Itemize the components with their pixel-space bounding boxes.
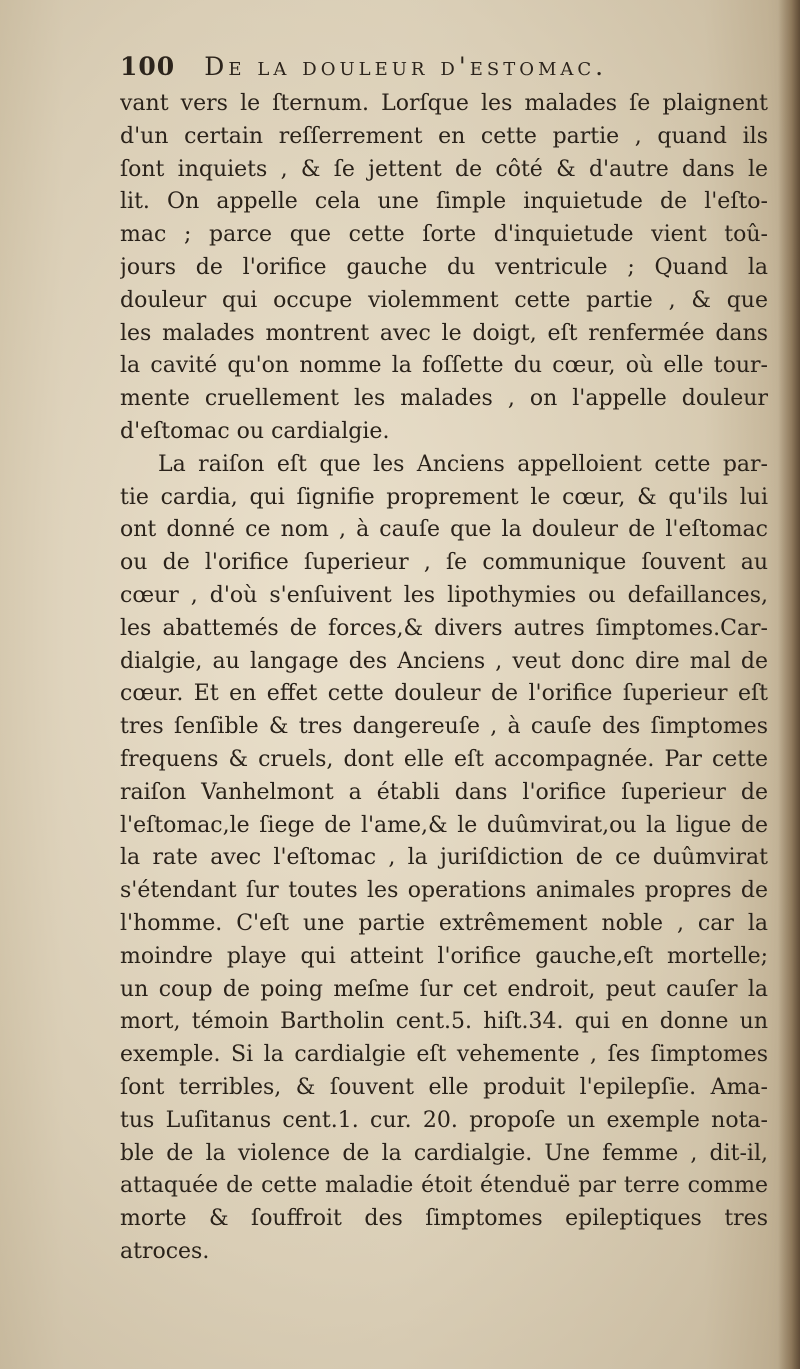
text-line: vant vers le ſternum. Lorſque les malades ſe plaignent <box>120 91 768 116</box>
text-line: lit. On appelle cela une ſimple inquietude de l'eſto- <box>120 189 768 215</box>
text-line: jours de l'orifice gauche du ventricule ; Quand la <box>120 254 768 280</box>
running-title: De la douleur d'estomac. <box>204 52 608 81</box>
text-line: ou de l'orifice ſuperieur , ſe communique ſouvent au <box>120 550 768 576</box>
text-line: ont donné ce nom , à cauſe que la douleur de l'eſtomac <box>120 517 768 543</box>
text-line: l'eſtomac,le ſiege de l'ame,& le duûmvirat,ou la ligue de <box>120 812 768 838</box>
text-line: d'un certain reſſerrement en cette partie , quand ils <box>120 123 768 149</box>
text-line: d'eſtomac ou cardialgie. <box>120 418 390 444</box>
text-line: ſont inquiets , & ſe jettent de côté & d'autre dans le <box>120 156 768 182</box>
text-line: ſont terribles, & ſouvent elle produit l'epilepſie. Ama- <box>120 1074 768 1100</box>
text-line: attaquée de cette maladie étoit étenduë par terre comme <box>120 1173 768 1199</box>
text-line: douleur qui occupe violemment cette partie , & que <box>120 287 768 313</box>
text-line: mente cruellement les malades , on l'appelle douleur <box>120 386 768 412</box>
text-line: cœur. Et en effet cette douleur de l'orifice ſuperieur eſt <box>120 681 768 707</box>
text-line: l'homme. C'eſt une partie extrêmement noble , car la <box>120 910 768 936</box>
text-line: les malades montrent avec le doigt, eſt renfermée dans <box>120 320 768 346</box>
text-line: mort, témoin Bartholin cent.5. hiſt.34. qui en donne un <box>120 1009 768 1035</box>
text-line: la rate avec l'eſtomac , la juriſdiction de ce duûmvirat <box>120 845 768 871</box>
text-line: mac ; parce que cette ſorte d'inquietude vient toû- <box>120 222 768 248</box>
text-line: moindre playe qui atteint l'orifice gauche,eſt mortelle; <box>120 943 768 969</box>
text-line: raiſon Vanhelmont a établi dans l'orifice ſuperieur de <box>120 779 768 805</box>
text-line: tie cardia, qui ſignifie proprement le cœur, & qu'ils lui <box>120 484 768 510</box>
text-line: tres ſenſible & tres dangereuſe , à cauſe des ſimptomes <box>120 714 768 740</box>
text-line: cœur , d'où s'enſuivent les lipothymies ou defaillances, <box>120 582 768 608</box>
text-line: morte & ſouffroit des ſimptomes epileptiques tres <box>120 1206 768 1232</box>
text-line: dialgie, au langage des Anciens , veut donc dire mal de <box>120 648 768 674</box>
text-line: les abattemés de forces,& divers autres ſimptomes.Car- <box>120 615 768 641</box>
text-line: atroces. <box>120 1238 210 1264</box>
paragraph-first-line: La raiſon eſt que les Anciens appelloient cette par- <box>158 451 768 477</box>
text-line: la cavité qu'on nomme la foſſette du cœur, où elle tour- <box>120 353 768 379</box>
text-line: s'étendant ſur toutes les operations animales propres de <box>120 878 768 904</box>
body-text <box>120 88 768 1269</box>
text-line: exemple. Si la cardialgie eſt vehemente , ſes ſimptomes <box>120 1042 768 1068</box>
text-line: un coup de poing meſme ſur cet endroit, peut cauſer la <box>120 976 768 1002</box>
page-edge-shadow <box>778 0 800 1369</box>
page-number: 100 <box>120 52 176 81</box>
text-line: ble de la violence de la cardialgie. Une femme , dit-il, <box>120 1140 768 1166</box>
running-header <box>120 52 680 92</box>
text-line: tus Luſitanus cent.1. cur. 20. propoſe un exemple nota- <box>120 1107 768 1133</box>
text-line: frequens & cruels, dont elle eſt accompagnée. Par cette <box>120 746 768 772</box>
